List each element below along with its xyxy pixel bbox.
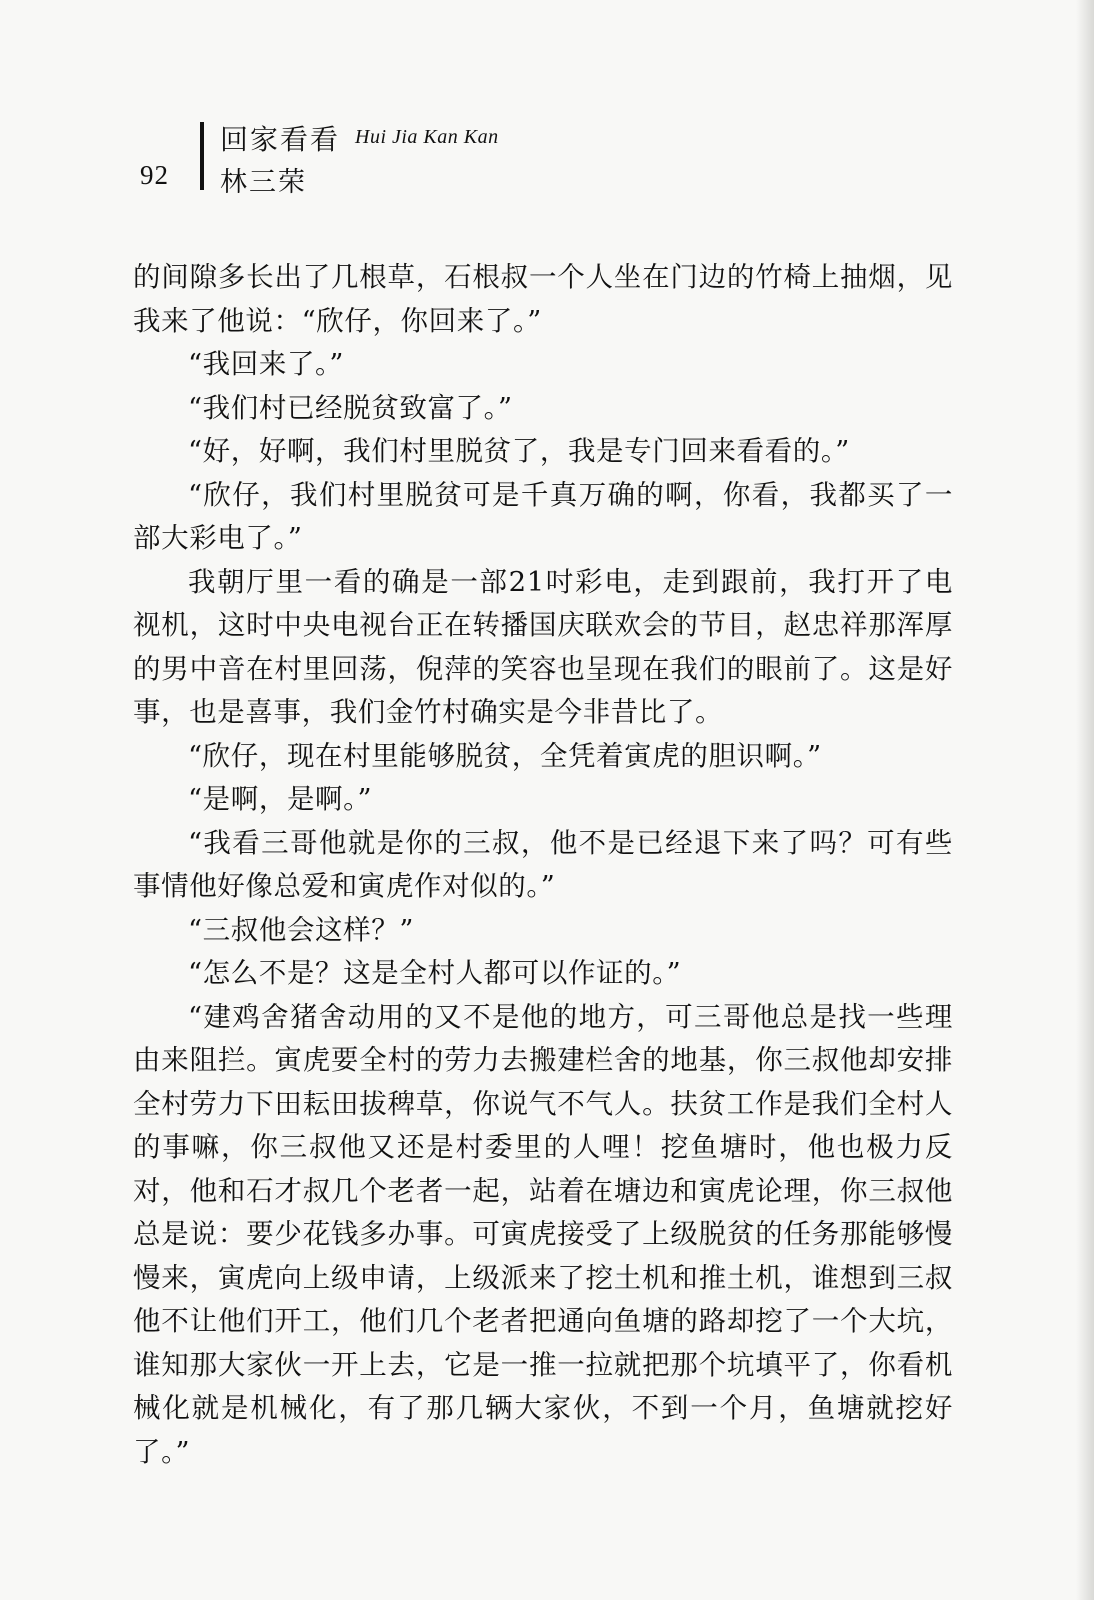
paragraph: “我看三哥他就是你的三叔，他不是已经退下来了吗？可有些事情他好像总爱和寅虎作对似的。” [133,826,953,902]
paragraph: 的间隙多长出了几根草，石根叔一个人坐在门边的竹椅上抽烟，见我来了他说：“欣仔，你回来了。” [133,261,953,337]
paragraph: “好，好啊，我们村里脱贫了，我是专门回来看看的。” [188,435,850,467]
paragraph: “欣仔，我们村里脱贫可是千真万确的啊，你看，我都买了一部大彩电了。” [133,478,953,554]
page-edge-shadow [1076,0,1094,1600]
paragraph: 我朝厅里一看的确是一部21吋彩电，走到跟前，我打开了电视机，这时中央电视台正在转播国庆联欢会的节目，赵忠祥那浑厚的男中音在村里回荡，倪萍的笑容也呈现在我们的眼前了。这是好事，也是喜事，我们金竹村确实是今非昔比了。 [133,565,953,728]
header-divider [200,122,204,190]
paragraph: “建鸡舍猪舍动用的又不是他的地方，可三哥他总是找一些理由来阻拦。寅虎要全村的劳力去搬建栏舍的地基，你三叔他却安排全村劳力下田耘田拔稗草，你说气不气人。扶贫工作是我们全村人的事嘛，你三叔他又还是村委里的人哩！挖鱼塘时，他也极力反对，他和石才叔几个老者一起，站着在塘边和寅虎论理，你三叔他总是说：要少花钱多办事。可寅虎接受了上级脱贫的任务那能够慢慢来，寅虎向上级申请，上级派来了挖土机和推土机，谁想到三叔他不让他们开工，他们几个老者把通向鱼塘的路却挖了一个大坑，谁知那大家伙一开上去，它是一推一拉就把那个坑填平了，你看机械化就是机械化，有了那几辆大家伙，不到一个月，鱼塘就挖好了。” [133,1000,953,1468]
page-number: 92 [140,160,169,190]
paragraph: “欣仔，现在村里能够脱贫，全凭着寅虎的胆识啊。” [188,739,822,772]
paragraph: “怎么不是？这是全村人都可以作证的。” [188,957,682,989]
body-text [133,256,953,1474]
paragraph: “三叔他会这样？” [188,913,415,946]
paragraph: “是啊，是啊。” [188,783,373,815]
book-title-pinyin: Hui Jia Kan Kan [355,126,499,148]
book-title: 回家看看 [220,123,341,156]
paragraph: “我们村已经脱贫致富了。” [188,391,513,424]
running-header [140,118,640,198]
paragraph: “我回来了。” [188,348,345,380]
author-name: 林三荣 [220,167,307,198]
